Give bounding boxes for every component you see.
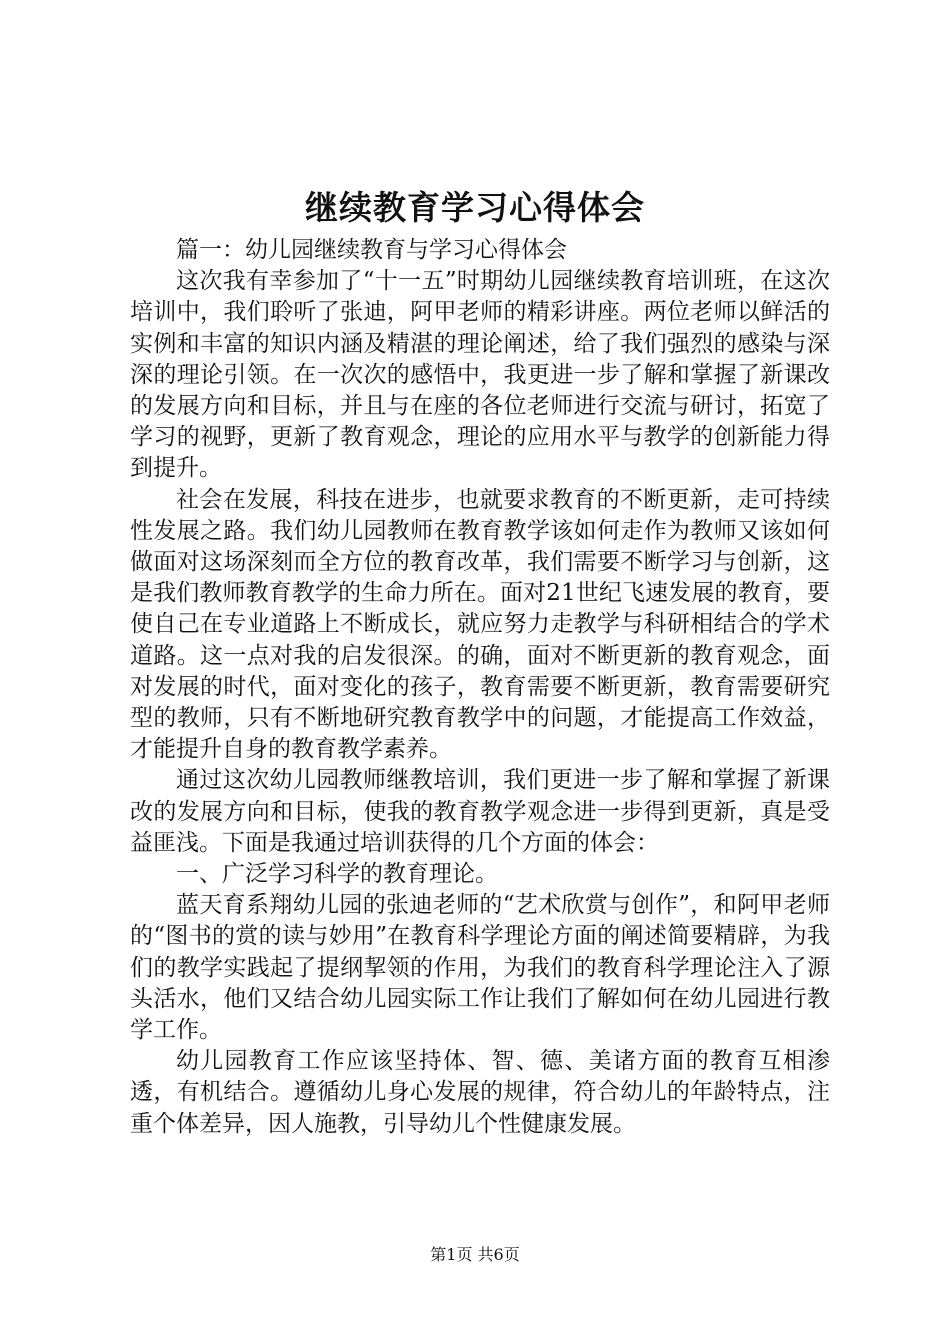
- paragraph-heading: 篇一：幼儿园继续教育与学习心得体会: [176, 237, 567, 263]
- paragraph: 这次我有幸参加了“十一五”时期幼儿园继续教育培训班，在这次培训中，我们聆听了张迪，阿甲老师的精彩讲座。两位老师以鲜活的实例和丰富的知识内涵及精湛的理论阐述，给了我们强烈的感染与深深的理论引领。在一次次的感悟中，我更进一步了解和掌握了新课改的发展方向和目标，并且与在座的各位老师进行交流与研讨，拓宽了学习的视野，更新了教育观念，理论的应用水平与教学的创新能力得到提升。: [130, 268, 830, 482]
- document-body: [130, 235, 830, 1140]
- document-title: 继续教育学习心得体会: [305, 188, 645, 227]
- page-number-footer: 第1页 共6页: [430, 1245, 520, 1264]
- paragraph: 社会在发展，科技在进步，也就要求教育的不断更新，走可持续性发展之路。我们幼儿园教师在教育教学该如何走作为教师又该如何做面对这场深刻而全方位的教育改革，我们需要不断学习与创新，这是我们教师教育教学的生命力所在。面对21世纪飞速发展的教育，要使自己在专业道路上不断成长，就应努力走教学与科研相结合的学术道路。这一点对我的启发很深。的确，面对不断更新的教育观念，面对发展的时代，面对变化的孩子，教育需要不断更新，教育需要研究型的教师，只有不断地研究教育教学中的问题，才能提高工作效益，才能提升自身的教育教学素养。: [130, 486, 830, 763]
- paragraph: 蓝天育系翔幼儿园的张迪老师的“艺术欣赏与创作”，和阿甲老师的“图书的赏的读与妙用”在教育科学理论方面的阐述简要精辟，为我们的教学实践起了提纲挈领的作用，为我们的教育科学理论注入了源头活水，他们又结合幼儿园实际工作让我们了解如何在幼儿园进行教学工作。: [130, 892, 830, 1044]
- paragraph: 幼儿园教育工作应该坚持体、智、德、美诸方面的教育互相渗透，有机结合。遵循幼儿身心发展的规律，符合幼儿的年龄特点，注重个体差异，因人施教，引导幼儿个性健康发展。: [130, 1048, 830, 1137]
- paragraph: 通过这次幼儿园教师继教培训，我们更进一步了解和掌握了新课改的发展方向和目标，使我的教育教学观念进一步得到更新，真是受益匪浅。下面是我通过培训获得的几个方面的体会：: [130, 767, 830, 856]
- section-heading: 一、广泛学习科学的教育理论。: [176, 861, 498, 888]
